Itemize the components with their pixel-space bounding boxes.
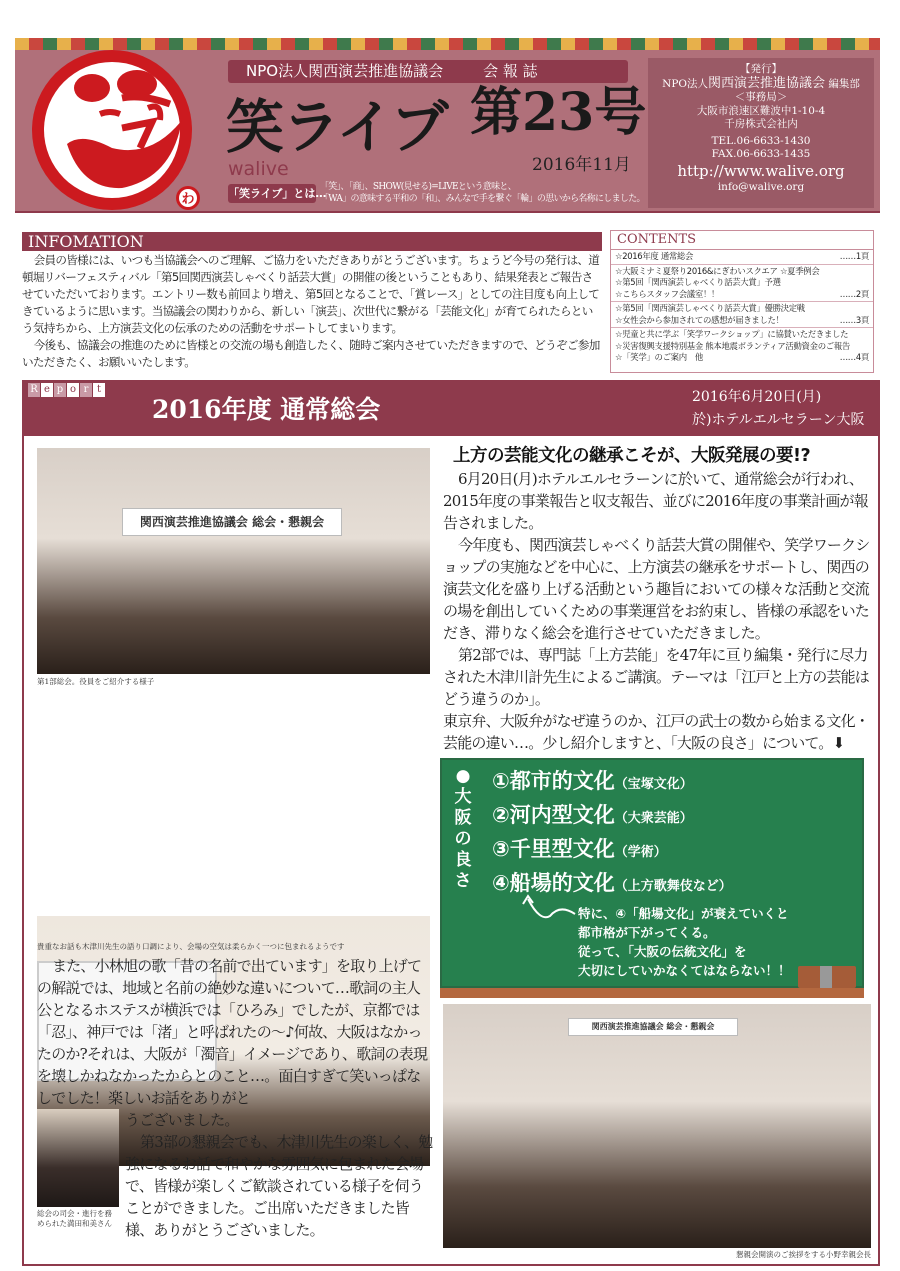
whatis-line: 「笑」、「商」、SHOW(見せる)=LIVEという意味と、 bbox=[320, 182, 517, 192]
info-paragraph: 会員の皆様には、いつも当協議会へのご理解、ご協力をいただきありがとうございます。ちょうど今号の発行は、道頓堀リバーフェスティバル「第5回関西演芸しゃべくり話芸大賞」の開催の後ということもあり、結果発表とご報告させていただいております。エントリー数も前回より増え、第5回となることで、「賞レース」としての注目度も向上してきているように思います。当協議会の関わりから、新しい「演芸」、次世代に繋がる「芸能文化」が育てられたらという気持ちから、上方演芸文化の伝承のための活動をサポートしてまいります。 bbox=[22, 253, 600, 335]
article-paragraph: 6月20日(月)ホテルエルセラーンに於いて、通常総会が行われ、2015年度の事業報告と収支報告、並びに2016年度の事業計画が報告されました。 bbox=[443, 470, 868, 532]
whatis-line: 「WA」の意味する平和の「和」、みんなで手を繋ぐ「輪」の思いから名称にしました。 bbox=[320, 194, 645, 204]
walive-text: walive bbox=[228, 158, 289, 180]
contents-group bbox=[611, 328, 873, 365]
chalkboard-vertical-title bbox=[452, 766, 474, 892]
badge-letter: o bbox=[67, 383, 79, 397]
article-text: うございました。 bbox=[125, 1111, 239, 1129]
article-paragraph: 第2部では、専門誌「上方芸能」を47年に亘り編集・発行に尽力された木津川計先生によるご講演。テーマは「江戸と上方の芸能はどう違うのか」。 bbox=[443, 646, 870, 708]
photo-caption: 懇親会開演のご挨拶をする小野幸親会長 bbox=[736, 1250, 871, 1259]
photo-reception bbox=[443, 1004, 871, 1248]
chalkboard-item: ④船場的文化（上方歌舞伎など） bbox=[492, 871, 732, 895]
right-article-text bbox=[443, 468, 871, 754]
vertical-char: の bbox=[454, 829, 472, 849]
chalkboard-item: ①都市的文化（宝塚文化） bbox=[492, 769, 693, 793]
contents-item[interactable]: ☆第5回「関西演芸しゃべくり話芸大賞」優勝決定戦 bbox=[615, 303, 805, 313]
org-type: 会 報 誌 bbox=[483, 62, 538, 80]
right-article-column bbox=[443, 444, 871, 1260]
info-text bbox=[22, 252, 602, 371]
contents-item[interactable]: ☆第5回「関西演芸しゃべくり話芸大賞」予選 bbox=[615, 277, 781, 287]
vertical-char: さ bbox=[454, 871, 472, 891]
vertical-char: 阪 bbox=[454, 808, 472, 828]
vertical-char: 良 bbox=[454, 850, 472, 870]
chalkboard-list bbox=[492, 766, 732, 902]
contents-item[interactable]: ☆女性会から参加されての感想が届きました！ bbox=[615, 314, 784, 325]
article-paragraph: 第3部の懇親会でも、木津川先生の楽しく、勉強になるお話で和やかな雰囲気に包まれた会場で、皆様が楽しくご歓談されている様子を伺うことができました。ご出席いただきました皆様、ありがとうございました。 bbox=[125, 1133, 433, 1239]
badge-letter: t bbox=[93, 383, 105, 397]
whatis-label: 「笑ライブ」とは… bbox=[228, 184, 316, 203]
photo-mc bbox=[37, 1109, 119, 1207]
report-venue: 於)ホテルエルセラーン大阪 bbox=[692, 412, 865, 428]
info-heading: INFOMATION bbox=[22, 232, 602, 251]
publisher-fax: FAX.06-6633-1435 bbox=[711, 148, 811, 160]
report-date-venue bbox=[692, 386, 864, 432]
whatis-text bbox=[320, 181, 646, 205]
badge-letter: e bbox=[41, 383, 53, 397]
photo-banner: 関西演芸推進協議会 総会・懇親会 bbox=[568, 1018, 738, 1036]
photo-caption: 第1部総会。役員をご紹介する様子 bbox=[37, 677, 155, 686]
issue-number: 第23号 bbox=[470, 82, 647, 143]
photo-caption: 総会の司会・進行を務められた満田和美さん bbox=[37, 1209, 112, 1228]
chalkboard-block bbox=[440, 758, 864, 998]
report-title: 2016年度 通常総会 bbox=[152, 395, 381, 424]
publisher-label: 【発行】 bbox=[740, 63, 782, 75]
info-paragraph: 今後も、協議会の推進のために皆様との交流の場も創造したく、随時ご案内させていただきますので、どうぞご参加いただきたく、お願いいたします。 bbox=[22, 338, 600, 369]
contents-group bbox=[611, 302, 873, 328]
publisher-address: 大阪市浪速区難波中1-10-4 bbox=[696, 104, 826, 117]
publisher-tel: TEL.06-6633-1430 bbox=[711, 134, 811, 147]
badge-letter: r bbox=[80, 383, 92, 397]
photo-caption: 貴重なお話も木津川先生の語り口調により、会場の空気は柔らかく一つに包まれるようです bbox=[37, 942, 345, 951]
left-article-row bbox=[37, 1109, 433, 1241]
vertical-char: ● bbox=[455, 766, 471, 786]
contents-item[interactable]: ☆児童と共に学ぶ「笑学ワークショップ」に協賛いただきました bbox=[615, 329, 849, 339]
left-article-text-2 bbox=[125, 1109, 433, 1241]
photo-mc-block bbox=[37, 1109, 119, 1241]
publisher-dept: 編集部 bbox=[828, 77, 860, 90]
contents-item[interactable]: ☆2016年度 通常総会 bbox=[615, 251, 694, 261]
publisher-office: ＜事務局＞ bbox=[734, 91, 788, 103]
walive-logo bbox=[22, 48, 200, 213]
newsletter-title: 笑ライブ bbox=[226, 93, 447, 161]
logo-mark: わ bbox=[181, 192, 195, 207]
eraser-icon bbox=[798, 966, 856, 988]
left-article-text bbox=[37, 955, 433, 1109]
report-date: 2016年6月20日(月) bbox=[692, 389, 822, 405]
badge-letter: p bbox=[54, 383, 66, 397]
note-line: 特に、④「船場文化」が衰えていくと bbox=[578, 906, 789, 921]
note-line: 大切にしていかなくてはならない！！ bbox=[578, 963, 791, 978]
left-article-column bbox=[37, 955, 433, 1260]
contents-page: ……4頁 bbox=[839, 352, 869, 362]
contents-page: ……1頁 bbox=[839, 251, 869, 261]
note-line: 従って、「大阪の伝統文化」を bbox=[578, 944, 747, 959]
vertical-char: 大 bbox=[454, 787, 472, 807]
article-headline: 上方の芸能文化の継承こそが、大阪発展の要!? bbox=[453, 446, 811, 466]
contents-item[interactable]: ☆「笑学」のご案内 他 bbox=[615, 352, 703, 362]
contents-box bbox=[610, 230, 874, 373]
contents-group bbox=[611, 250, 873, 265]
report-badge bbox=[28, 383, 105, 397]
chalkboard-item: ②河内型文化（大衆芸能） bbox=[492, 803, 693, 827]
note-line: 都市格が下がってくる。 bbox=[578, 925, 716, 940]
publisher-prefix: NPO法人 bbox=[662, 77, 708, 90]
photo-banner: 関西演芸推進協議会 総会・懇親会 bbox=[122, 508, 342, 536]
contents-item[interactable]: ☆大阪ミナミ夏祭り2016&にぎわいスクエア ☆夏季例会 bbox=[615, 265, 820, 276]
contents-heading: CONTENTS bbox=[611, 231, 873, 250]
issue-date: 2016年11月 bbox=[532, 155, 631, 175]
publisher-company: 千房株式会社内 bbox=[724, 118, 798, 130]
contents-page: ……2頁 bbox=[839, 288, 869, 299]
contents-item[interactable]: ☆災害復興支援特別基金 熊本地震ボランティア活動資金のご報告 bbox=[615, 340, 850, 351]
badge-letter: R bbox=[28, 383, 40, 397]
publisher-box bbox=[648, 58, 874, 208]
article-paragraph: 東京弁、大阪弁がなぜ違うのか、江戸の武士の数から始まる文化・芸能の違い…。少し紹介しますと、「大阪の良さ」について。⬇ bbox=[443, 712, 870, 752]
contents-page: ……3頁 bbox=[839, 314, 869, 325]
org-name: NPO法人関西演芸推進協議会 bbox=[246, 62, 444, 80]
chalkboard-note bbox=[578, 904, 791, 980]
photo-general-meeting bbox=[37, 448, 430, 674]
article-paragraph: 今年度も、関西演芸しゃべくり話芸大賞の開催や、笑学ワークショップの実施などを中心に、上方演芸の継承をサポートし、関西の演芸文化を盛り上げる活動という趣旨においての様々な活動と交流の場を創出していくための事業運営をお約束し、皆様の承認をいただき、滞りなく総会を進行させていただきました。 bbox=[443, 536, 870, 642]
publisher-email[interactable]: info@walive.org bbox=[717, 180, 805, 193]
chalk-ledge bbox=[440, 988, 864, 998]
chalkboard-item: ③千里型文化（学術） bbox=[492, 837, 667, 861]
publisher-org: 関西演芸推進協議会 bbox=[708, 75, 826, 91]
publisher-url[interactable]: http://www.walive.org bbox=[677, 161, 845, 180]
curved-arrow-icon bbox=[520, 894, 580, 924]
contents-item[interactable]: ☆こちらスタッフ会議室！！ bbox=[615, 288, 720, 299]
contents-group bbox=[611, 265, 873, 303]
article-paragraph: また、小林旭の歌「昔の名前で出ています」を取り上げての解説では、地域と名前の絶妙な違いについて…歌詞の主人公となるホステスが横浜では「ひろみ」でしたが、京都では「忍」、神戸では「渚」と呼ばれたの〜♪何故、大阪はなかったのか?それは、大阪が「濁音」イメージであり、歌詞の表現を壊しかねなかったからとのこと…。面白すぎて笑いっぱなしでした！楽しいお話をありがと bbox=[37, 957, 428, 1107]
